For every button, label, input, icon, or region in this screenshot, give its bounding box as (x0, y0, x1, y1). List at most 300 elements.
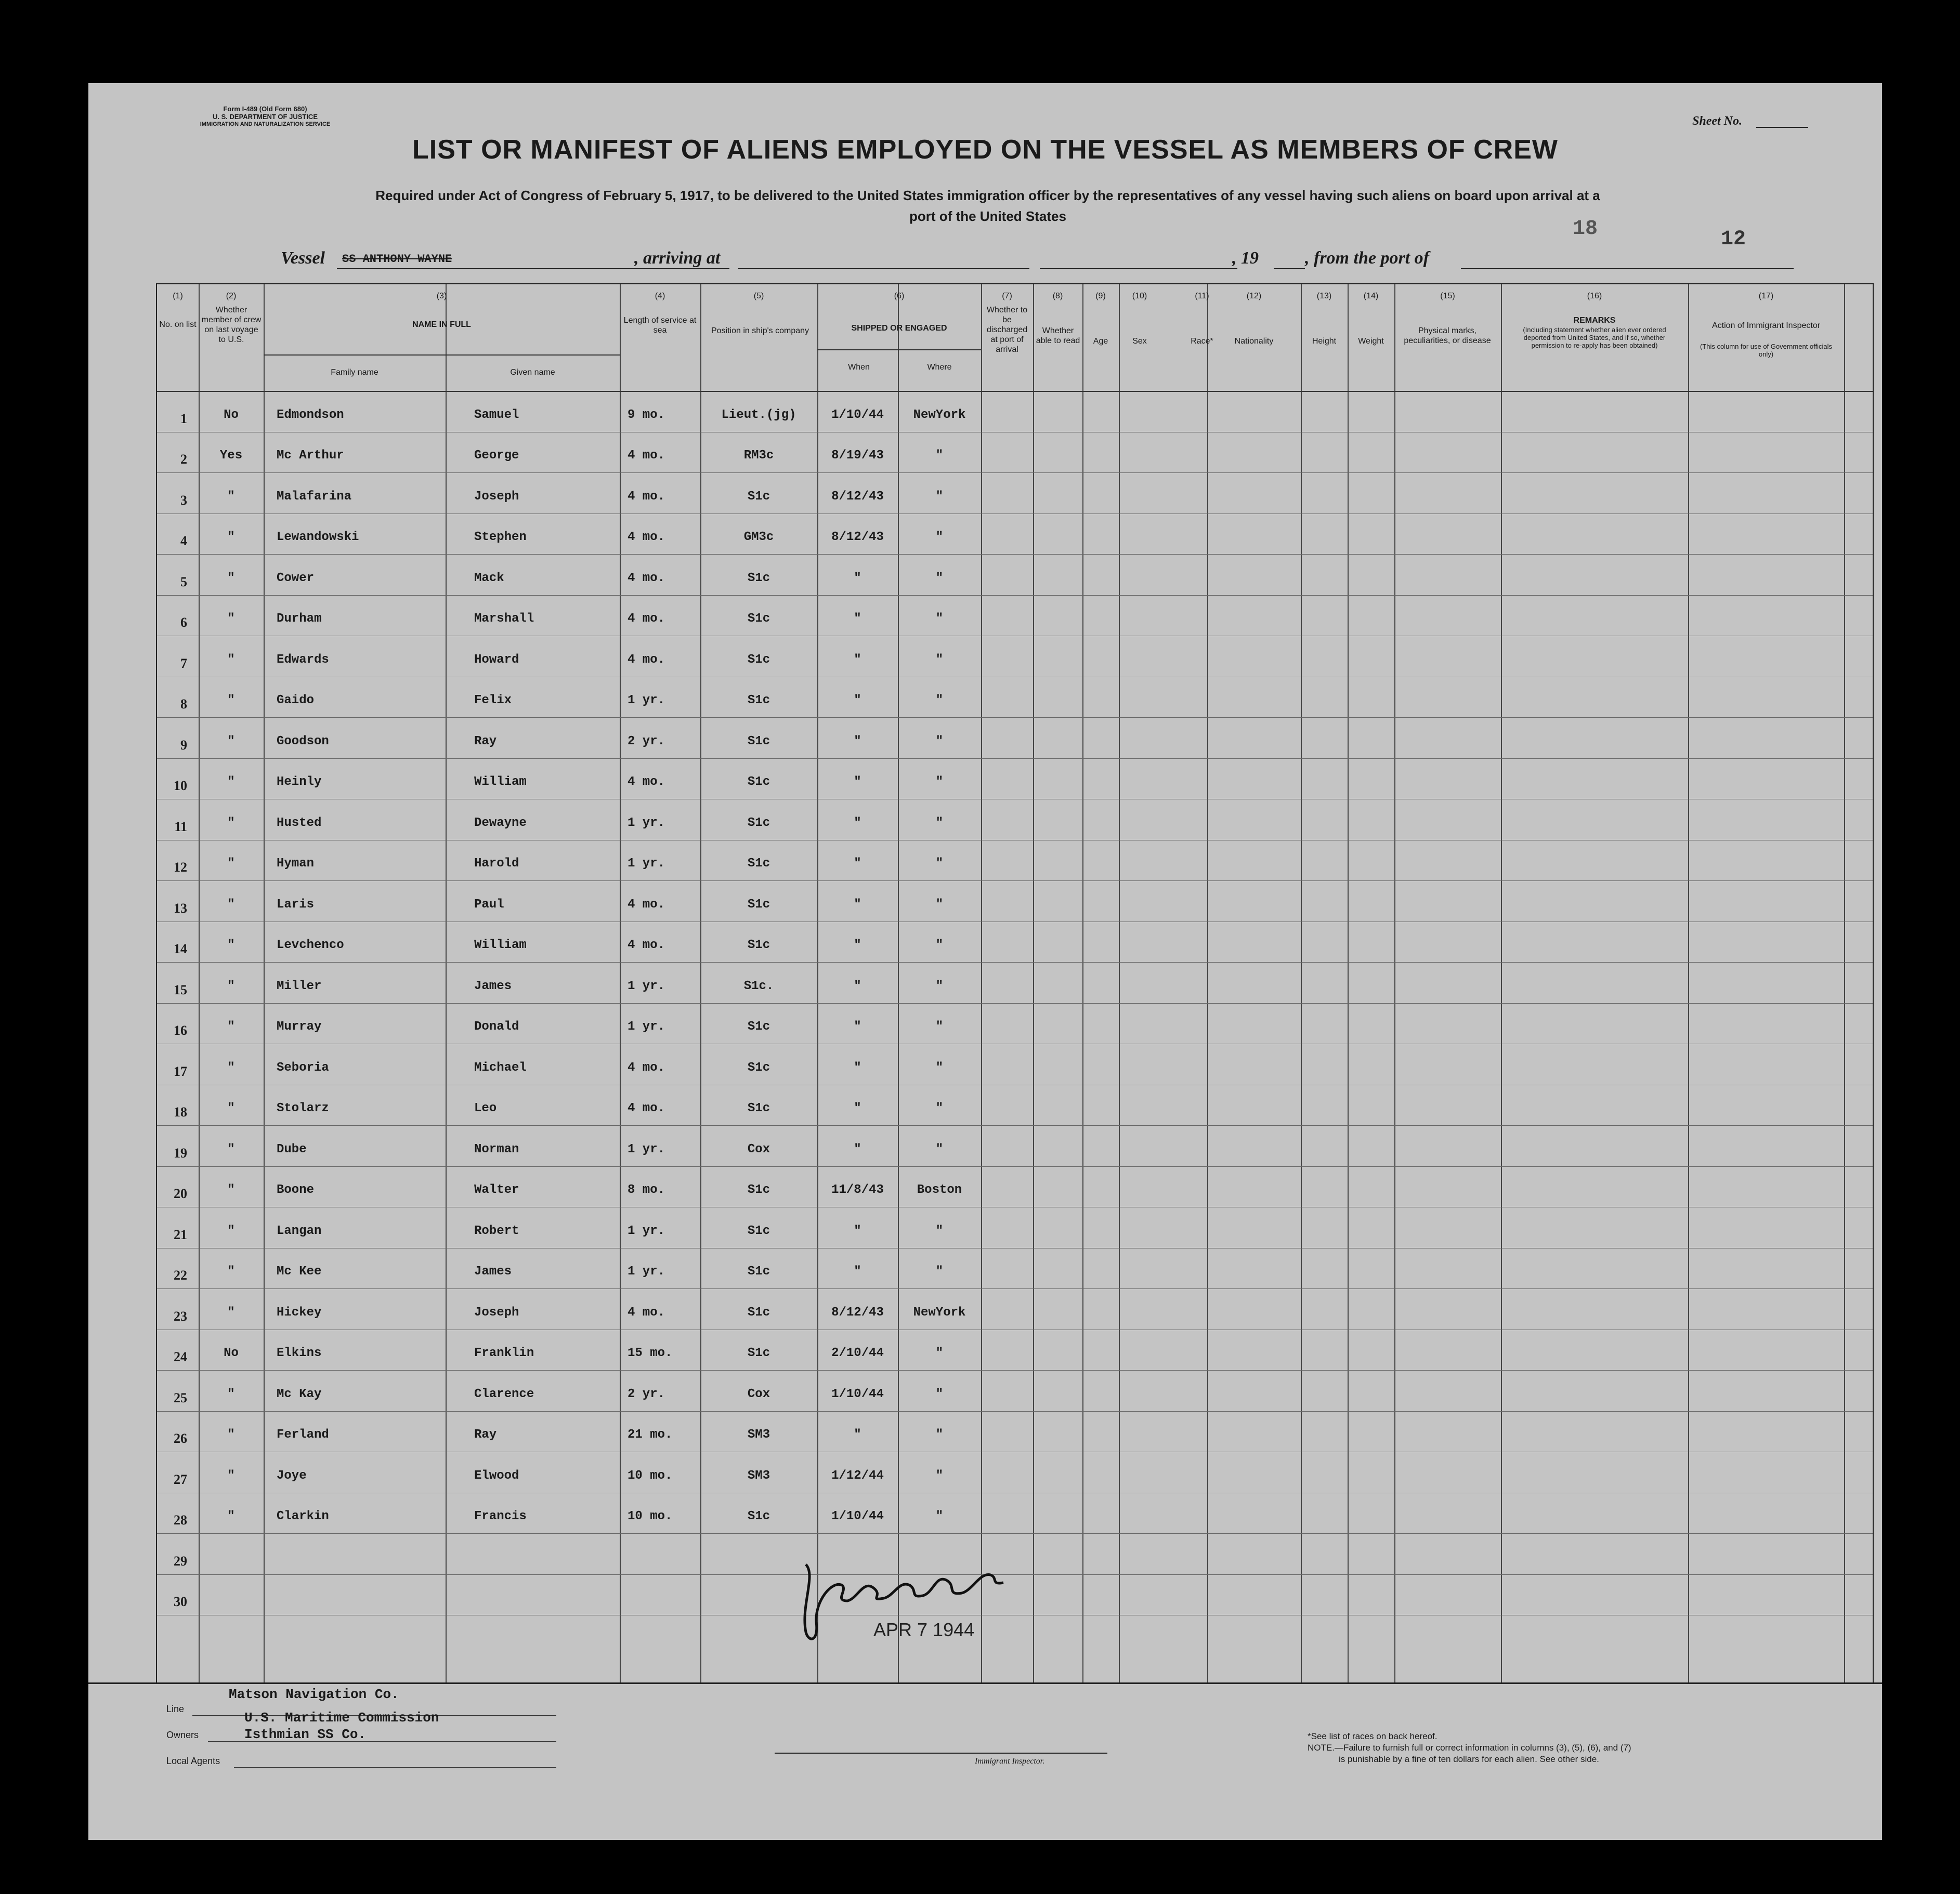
given-name-cell: Felix (474, 693, 512, 707)
form-dept: U. S. DEPARTMENT OF JUSTICE (213, 113, 318, 121)
prev-voyage-cell: " (227, 1183, 235, 1197)
col-label-height: Height (1312, 337, 1337, 346)
position-cell: S1c (747, 1101, 770, 1115)
position-cell: S1c (747, 1305, 770, 1320)
shipped-where-cell: " (935, 816, 944, 830)
shipped-when-cell: " (854, 979, 861, 993)
given-name-cell: Ray (474, 1428, 497, 1442)
col-label-discharged: Whether to be discharged at port of arrival (986, 306, 1028, 354)
col-divider (700, 284, 701, 1682)
prev-voyage-cell: " (227, 1060, 235, 1075)
col-num-15: (15) (1440, 292, 1455, 300)
col-label-position: Position in ship's company (711, 326, 809, 335)
shipped-when-cell: 8/19/43 (831, 449, 884, 463)
shipped-when-cell: " (854, 1020, 861, 1034)
row-number: 8 (180, 696, 187, 712)
shipped-where-cell: " (935, 857, 944, 871)
family-name-cell: Ferland (277, 1428, 329, 1442)
stamp-number: 18 (1573, 217, 1598, 241)
family-name-cell: Hyman (277, 857, 315, 871)
shipped-where-cell: " (935, 530, 944, 544)
row-number: 2 (180, 452, 187, 467)
shipped-when-cell: 8/12/43 (831, 1305, 884, 1320)
col-label-physical: Physical marks, peculiarities, or disease (1404, 326, 1491, 345)
shipped-where-cell: " (935, 1346, 944, 1360)
col-label-where: Where (927, 363, 952, 372)
shipped-when-cell: " (854, 652, 861, 667)
table-row-line (157, 1125, 1873, 1126)
row-number: 15 (174, 982, 187, 997)
row-number: 30 (174, 1594, 187, 1609)
position-cell: S1c (747, 1224, 770, 1238)
shipped-when-cell: 1/12/44 (831, 1468, 884, 1483)
form-number: Form I-489 (Old Form 680) (223, 105, 307, 113)
row-number: 3 (180, 492, 187, 508)
shipped-when-cell: " (854, 734, 861, 748)
position-cell: S1c (747, 1183, 770, 1197)
col-num-17: (17) (1758, 292, 1774, 300)
service-length-cell: 1 yr. (628, 1224, 665, 1238)
subtitle-line2: port of the United States (909, 208, 1066, 224)
service-length-cell: 4 mo. (628, 530, 665, 544)
col-label-family: Family name (331, 368, 378, 377)
shipped-when-cell: " (854, 1101, 861, 1115)
col-divider (1082, 284, 1083, 1682)
service-length-cell: 21 mo. (628, 1428, 673, 1442)
given-name-cell: Francis (474, 1509, 527, 1523)
row-number: 12 (174, 860, 187, 875)
shipped-where-cell: " (935, 1387, 944, 1401)
family-name-cell: Boone (277, 1183, 315, 1197)
given-name-cell: Michael (474, 1060, 527, 1075)
line-value: Matson Navigation Co. (229, 1687, 399, 1702)
arriving-line (738, 268, 1029, 269)
position-cell: S1c (747, 734, 770, 748)
col-num-16: (16) (1587, 292, 1602, 300)
position-cell: GM3c (743, 530, 774, 544)
shipped-where-cell: " (935, 1060, 944, 1075)
col-label-given: Given name (510, 368, 555, 377)
shipped-where-cell: " (935, 1101, 944, 1115)
family-name-cell: Elkins (277, 1346, 322, 1360)
prev-voyage-cell: " (227, 1428, 235, 1442)
prev-voyage-cell: " (227, 857, 235, 871)
position-cell: S1c. (743, 979, 774, 993)
signature (785, 1544, 1024, 1658)
date-stamp: APR 7 1944 (873, 1619, 975, 1640)
service-length-cell: 2 yr. (628, 734, 665, 748)
table-row-line (157, 554, 1873, 555)
shipped-when-cell: " (854, 816, 861, 830)
shipped-when-cell: 2/10/44 (831, 1346, 884, 1360)
shipped-when-cell: " (854, 612, 861, 626)
col-divider (1501, 284, 1502, 1682)
col-num-8: (8) (1052, 292, 1063, 300)
service-length-cell: 8 mo. (628, 1183, 665, 1197)
shipped-where-cell: " (935, 1224, 944, 1238)
family-name-cell: Joye (277, 1468, 307, 1483)
family-name-cell: Husted (277, 816, 322, 830)
note-fine: NOTE.—Failure to furnish full or correct information in columns (3), (5), (6), and (7) (1308, 1743, 1631, 1753)
shipped-where-cell: " (935, 1509, 944, 1523)
position-cell: S1c (747, 1020, 770, 1034)
position-cell: Cox (747, 1142, 770, 1156)
position-cell: S1c (747, 612, 770, 626)
local-agents-label: Local Agents (166, 1756, 220, 1766)
position-cell: S1c (747, 938, 770, 952)
given-name-cell: Harold (474, 857, 519, 871)
col-divider (264, 284, 265, 1682)
family-name-cell: Mc Kay (277, 1387, 322, 1401)
arriving-line2 (1040, 268, 1237, 269)
sheet-no-label: Sheet No. (1692, 114, 1742, 128)
note-fine-2: is punishable by a fine of ten dollars for each alien. See other side. (1339, 1754, 1599, 1764)
col-label-age: Age (1093, 337, 1108, 346)
row-number: 9 (180, 737, 187, 753)
col-label-action-sub: (This column for use of Government officials only) (1700, 343, 1833, 358)
col-num-5: (5) (753, 292, 764, 300)
owners-value-1: U.S. Maritime Commission (244, 1710, 439, 1726)
shipped-where-cell: " (935, 612, 944, 626)
position-cell: S1c (747, 489, 770, 504)
service-length-cell: 1 yr. (628, 1142, 665, 1156)
row-number: 13 (174, 900, 187, 916)
shipped-where-cell: " (935, 979, 944, 993)
table-row-line (157, 1370, 1873, 1371)
family-name-cell: Miller (277, 979, 322, 993)
header-bottom-line (157, 391, 1873, 392)
col-num-1: (1) (173, 292, 183, 300)
prev-voyage-cell: " (227, 1305, 235, 1320)
shipped-when-cell: " (854, 693, 861, 707)
given-name-cell: Stephen (474, 530, 527, 544)
service-length-cell: 2 yr. (628, 1387, 665, 1401)
family-name-cell: Malafarina (277, 489, 352, 504)
shipped-when-cell: " (854, 857, 861, 871)
family-name-cell: Dube (277, 1142, 307, 1156)
col-divider (1394, 284, 1395, 1682)
prev-voyage-cell: " (227, 1265, 235, 1279)
service-length-cell: 4 mo. (628, 1060, 665, 1075)
col-num-12: (12) (1246, 292, 1262, 300)
row-number: 27 (174, 1471, 187, 1487)
shipped-when-cell: 1/10/44 (831, 1509, 884, 1523)
shipped-where-cell: NewYork (913, 407, 966, 422)
prev-voyage-cell: No (224, 1346, 239, 1360)
shipped-when-cell: " (854, 1060, 861, 1075)
shipped-when-cell: " (854, 775, 861, 789)
table-row-line (157, 1003, 1873, 1004)
service-length-cell: 1 yr. (628, 1020, 665, 1034)
row-number: 18 (174, 1104, 187, 1120)
prev-voyage-cell: " (227, 897, 235, 912)
shipped-where-cell: " (935, 1265, 944, 1279)
shipped-where-cell: " (935, 693, 944, 707)
given-name-cell: Robert (474, 1224, 519, 1238)
col-divider (1119, 284, 1120, 1682)
given-name-cell: Samuel (474, 407, 519, 422)
table-row-line (157, 1166, 1873, 1167)
row-number: 28 (174, 1512, 187, 1528)
shipped-where-cell: " (935, 571, 944, 585)
from-port-label: , from the port of (1305, 248, 1429, 268)
row-number: 16 (174, 1023, 187, 1038)
family-name-cell: Mc Arthur (277, 449, 344, 463)
given-name-cell: Joseph (474, 489, 519, 504)
col-divider (1688, 284, 1689, 1682)
shipped-where-cell: " (935, 938, 944, 952)
given-name-cell: Ray (474, 734, 497, 748)
vessel-name: SS ANTHONY WAYNE (342, 253, 452, 266)
prev-voyage-cell: " (227, 1224, 235, 1238)
manifest-sheet (88, 83, 1882, 1840)
col-num-10: (10) (1132, 292, 1147, 300)
row-number: 5 (180, 574, 187, 589)
year-line (1274, 268, 1305, 269)
service-length-cell: 1 yr. (628, 816, 665, 830)
crew-table (156, 283, 1874, 1683)
col-label-remarks-sub: (Including statement whether alien ever ordered deported from United States, and if so, whether permission to re-apply has been obtained) (1523, 326, 1666, 349)
row-number: 22 (174, 1268, 187, 1283)
shipped-where-cell: " (935, 1428, 944, 1442)
prev-voyage-cell: " (227, 1468, 235, 1483)
col-label-shipped: SHIPPED OR ENGAGED (851, 324, 947, 333)
row-number: 25 (174, 1390, 187, 1405)
given-name-cell: James (474, 1265, 512, 1279)
col-num-6: (6) (894, 292, 905, 300)
inspector-line (775, 1753, 1107, 1754)
position-cell: S1c (747, 1265, 770, 1279)
position-cell: Lieut.(jg) (721, 407, 796, 422)
shipped-where-cell: " (935, 1468, 944, 1483)
from-port-line (1461, 268, 1794, 269)
shipped-when-cell: 8/12/43 (831, 530, 884, 544)
row-number: 17 (174, 1063, 187, 1079)
position-cell: S1c (747, 1509, 770, 1523)
prev-voyage-cell: " (227, 734, 235, 748)
table-row-line (157, 1533, 1873, 1534)
prev-voyage-cell: " (227, 571, 235, 585)
given-name-cell: Franklin (474, 1346, 534, 1360)
row-number: 29 (174, 1553, 187, 1569)
row-number: 6 (180, 615, 187, 630)
col-num-7: (7) (1002, 292, 1012, 300)
service-length-cell: 1 yr. (628, 979, 665, 993)
table-row-line (157, 717, 1873, 718)
col-divider (1207, 284, 1208, 1682)
col-label-weight: Weight (1358, 337, 1384, 346)
prev-voyage-cell: " (227, 693, 235, 707)
row-number: 14 (174, 941, 187, 956)
position-cell: SM3 (747, 1468, 770, 1483)
table-row-line (157, 1411, 1873, 1412)
shipped-where-cell: " (935, 1020, 944, 1034)
col-label-action: Action of Immigrant Inspector (1711, 321, 1821, 330)
prev-voyage-cell: Yes (219, 449, 243, 463)
family-name-cell: Langan (277, 1224, 322, 1238)
given-name-cell: Marshall (474, 612, 534, 626)
prev-voyage-cell: " (227, 530, 235, 544)
family-name-cell: Gaido (277, 693, 315, 707)
row-number: 1 (180, 411, 187, 426)
service-length-cell: 4 mo. (628, 775, 665, 789)
col-label-name: NAME IN FULL (412, 320, 471, 329)
prev-voyage-cell: No (224, 407, 239, 422)
prev-voyage-cell: " (227, 1020, 235, 1034)
shipped-subheader-line (817, 349, 981, 350)
given-name-cell: Dewayne (474, 816, 527, 830)
family-name-cell: Laris (277, 897, 315, 912)
position-cell: S1c (747, 816, 770, 830)
shipped-when-cell: " (854, 1224, 861, 1238)
prev-voyage-cell: " (227, 1101, 235, 1115)
service-length-cell: 15 mo. (628, 1346, 673, 1360)
shipped-when-cell: " (854, 1142, 861, 1156)
given-name-cell: Norman (474, 1142, 519, 1156)
note-races: *See list of races on back hereof. (1308, 1731, 1438, 1741)
col-label-race: Race* (1191, 337, 1213, 346)
family-name-cell: Heinly (277, 775, 322, 789)
prev-voyage-cell: " (227, 489, 235, 504)
position-cell: S1c (747, 1346, 770, 1360)
service-length-cell: 4 mo. (628, 938, 665, 952)
col-num-9: (9) (1095, 292, 1106, 300)
shipped-where-cell: " (935, 897, 944, 912)
shipped-where-cell: " (935, 449, 944, 463)
position-cell: S1c (747, 571, 770, 585)
position-cell: S1c (747, 652, 770, 667)
given-name-cell: Walter (474, 1183, 519, 1197)
family-name-cell: Lewandowski (277, 530, 359, 544)
given-name-cell: Clarence (474, 1387, 534, 1401)
name-subheader-line (264, 354, 620, 356)
shipped-when-cell: 8/12/43 (831, 489, 884, 504)
table-row-line (157, 472, 1873, 473)
arriving-label: , arriving at (634, 248, 721, 268)
position-cell: S1c (747, 693, 770, 707)
table-row-line (157, 1288, 1873, 1289)
page-title: LIST OR MANIFEST OF ALIENS EMPLOYED ON THE VESSEL AS MEMBERS OF CREW (412, 135, 1558, 165)
prev-voyage-cell: " (227, 775, 235, 789)
service-length-cell: 4 mo. (628, 489, 665, 504)
given-name-cell: William (474, 938, 527, 952)
agents-underline (234, 1767, 556, 1768)
col-divider (620, 284, 621, 1682)
family-name-cell: Durham (277, 612, 322, 626)
col-divider (1301, 284, 1302, 1682)
table-row-line (157, 595, 1873, 596)
col-divider (1033, 284, 1034, 1682)
shipped-when-cell: " (854, 1265, 861, 1279)
shipped-where-cell: NewYork (913, 1305, 966, 1320)
position-cell: S1c (747, 857, 770, 871)
position-cell: SM3 (747, 1428, 770, 1442)
col-divider (981, 284, 982, 1682)
position-cell: RM3c (743, 449, 774, 463)
given-name-cell: Paul (474, 897, 504, 912)
form-header (156, 105, 374, 128)
family-name-cell: Seboria (277, 1060, 329, 1075)
inspector-label: Immigrant Inspector. (975, 1757, 1045, 1766)
col-label-no: No. on list (159, 320, 197, 329)
shipped-where-cell: " (935, 489, 944, 504)
service-length-cell: 4 mo. (628, 1305, 665, 1320)
service-length-cell: 1 yr. (628, 1265, 665, 1279)
family-name-cell: Stolarz (277, 1101, 329, 1115)
shipped-when-cell: " (854, 897, 861, 912)
given-name-cell: Leo (474, 1101, 497, 1115)
service-length-cell: 4 mo. (628, 571, 665, 585)
row-number: 24 (174, 1349, 187, 1364)
prev-voyage-cell: " (227, 1509, 235, 1523)
col-num-14: (14) (1363, 292, 1379, 300)
service-length-cell: 1 yr. (628, 693, 665, 707)
table-row-line (157, 880, 1873, 881)
row-number: 21 (174, 1227, 187, 1242)
sheet-no-line (1756, 127, 1808, 128)
owners-label: Owners (166, 1730, 199, 1740)
family-name-cell: Murray (277, 1020, 322, 1034)
col-label-service: Length of service at sea (623, 316, 697, 335)
position-cell: Cox (747, 1387, 770, 1401)
service-length-cell: 4 mo. (628, 449, 665, 463)
table-row-line (157, 758, 1873, 759)
row-number: 26 (174, 1431, 187, 1446)
prev-voyage-cell: " (227, 1142, 235, 1156)
prev-voyage-cell: " (227, 612, 235, 626)
given-name-cell: George (474, 449, 519, 463)
given-name-cell: James (474, 979, 512, 993)
prev-voyage-cell: " (227, 979, 235, 993)
shipped-when-cell: " (854, 571, 861, 585)
col-num-2: (2) (226, 292, 237, 300)
family-name-cell: Mc Kee (277, 1265, 322, 1279)
col-label-read: Whether able to read (1036, 326, 1080, 345)
row-number: 7 (180, 655, 187, 671)
shipped-where-cell: Boston (917, 1183, 962, 1197)
col-label-prev-voyage: Whether member of crew on last voyage to U.S. (201, 306, 262, 344)
prev-voyage-cell: " (227, 938, 235, 952)
shipped-when-cell: " (854, 1428, 861, 1442)
family-name-cell: Hickey (277, 1305, 322, 1320)
shipped-when-cell: 11/8/43 (831, 1183, 884, 1197)
family-name-cell: Levchenco (277, 938, 344, 952)
year-label: , 19 (1232, 248, 1259, 268)
col-divider (1844, 284, 1845, 1682)
given-name-cell: Mack (474, 571, 504, 585)
table-row-line (157, 962, 1873, 963)
family-name-cell: Clarkin (277, 1509, 329, 1523)
row-number: 10 (174, 778, 187, 793)
row-number: 20 (174, 1186, 187, 1201)
family-name-cell: Edwards (277, 652, 329, 667)
position-cell: S1c (747, 897, 770, 912)
stamp-number-2: 12 (1721, 228, 1746, 251)
row-number: 11 (174, 819, 187, 834)
service-length-cell: 4 mo. (628, 652, 665, 667)
shipped-where-cell: " (935, 652, 944, 667)
row-number: 4 (180, 533, 187, 548)
service-length-cell: 10 mo. (628, 1509, 673, 1523)
service-length-cell: 9 mo. (628, 407, 665, 422)
service-length-cell: 4 mo. (628, 1101, 665, 1115)
vessel-label: Vessel (281, 248, 325, 268)
col-num-11: (11) (1195, 292, 1209, 300)
service-length-cell: 4 mo. (628, 897, 665, 912)
col-label-remarks: REMARKS (1573, 316, 1616, 325)
service-length-cell: 10 mo. (628, 1468, 673, 1483)
given-name-cell: Donald (474, 1020, 519, 1034)
